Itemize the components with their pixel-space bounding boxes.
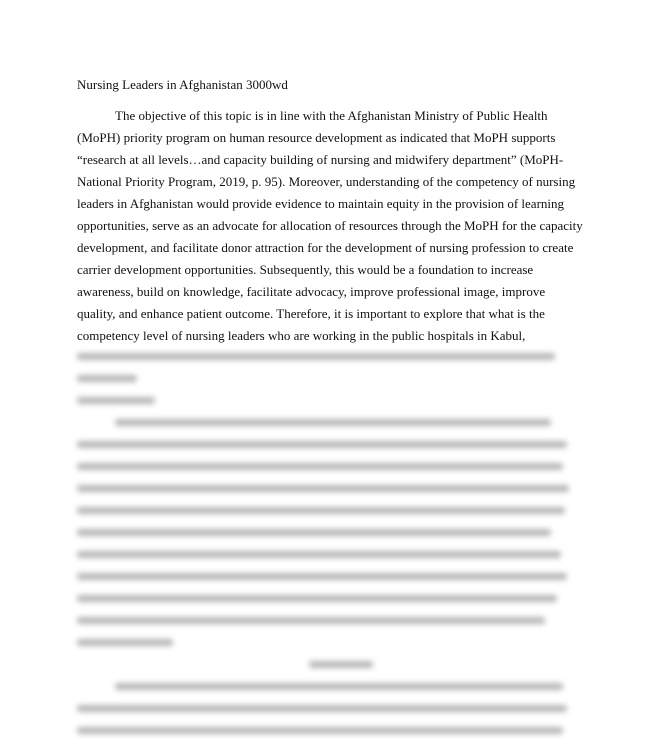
blurred-line: [77, 367, 577, 389]
blurred-line: [77, 697, 577, 719]
blurred-line: [77, 543, 577, 565]
paragraph-line: “research at all levels…and capacity building of nursing and midwifery department” (MoPH-: [77, 152, 564, 167]
paragraph-line: competency level of nursing leaders who are working in the public hospitals in Kabul,: [77, 328, 526, 343]
blurred-line: [77, 653, 577, 675]
paragraph-line: quality, and enhance patient outcome. Therefore, it is important to explore that what is the: [77, 306, 545, 321]
paragraph-line: (MoPH) priority program on human resource development as indicated that MoPH supports: [77, 130, 556, 145]
blurred-line: [77, 389, 577, 411]
blurred-line: [77, 631, 577, 653]
blurred-line: [77, 477, 577, 499]
paragraph-line: National Priority Program, 2019, p. 95). Moreover, understanding of the competency of nursing: [77, 174, 576, 189]
blurred-line: [77, 433, 577, 455]
blurred-preview-content: [77, 345, 577, 741]
paragraph-line: The objective of this topic is in line with the Afghanistan Ministry of Public Health: [115, 108, 548, 123]
paragraph-line: carrier development opportunities. Subsequently, this would be a foundation to increase: [77, 262, 534, 277]
blurred-line: [77, 719, 577, 741]
paragraph-line: development, and facilitate donor attraction for the development of nursing profession to create: [77, 240, 574, 255]
document-title: Nursing Leaders in Afghanistan 3000wd: [77, 77, 288, 92]
blurred-line: [77, 521, 577, 543]
blurred-line: [77, 565, 577, 587]
blurred-line: [77, 587, 577, 609]
blurred-line: [77, 455, 577, 477]
paragraph-line: opportunities, serve as an advocate for allocation of resources through the MoPH for the capacity: [77, 218, 583, 233]
blurred-line: [77, 411, 577, 433]
blurred-line: [77, 345, 577, 367]
blurred-line: [77, 675, 577, 697]
blurred-line: [77, 609, 577, 631]
document-paragraph: [77, 105, 583, 347]
blurred-line: [77, 499, 577, 521]
paragraph-line: awareness, build on knowledge, facilitate advocacy, improve professional image, improve: [77, 284, 546, 299]
paragraph-line: leaders in Afghanistan would provide evidence to maintain equity in the provision of learning: [77, 196, 565, 211]
